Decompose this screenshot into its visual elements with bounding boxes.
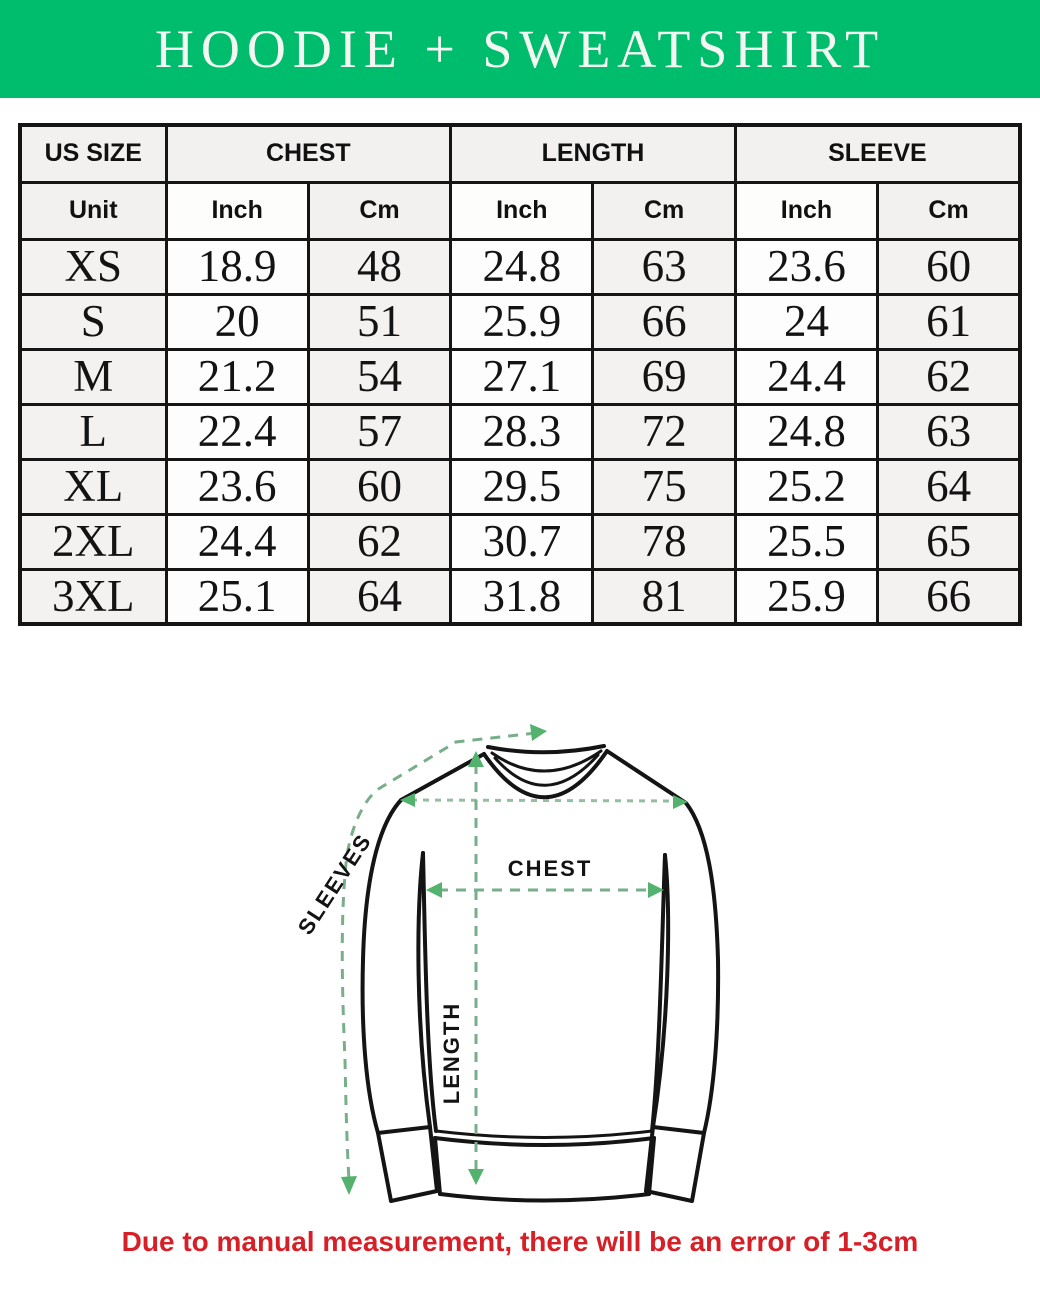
value-cell: 22.4 [166,404,308,459]
size-cell: 3XL [20,569,166,624]
length-label: LENGTH [439,1001,464,1105]
chest-label: CHEST [507,856,593,881]
sleeves-arrow-top [530,724,547,741]
value-cell: 29.5 [451,459,593,514]
value-cell: 23.6 [166,459,308,514]
measurement-error-note: Due to manual measurement, there will be an error of 1-3cm [121,1226,919,1257]
value-cell: 78 [593,514,735,569]
table-row-s [20,294,1020,349]
chest-measure-line [426,856,664,898]
value-cell: 25.5 [735,514,877,569]
length-cm-label: Cm [593,182,735,239]
value-cell: 72 [593,404,735,459]
value-cell: 61 [878,294,1020,349]
value-cell: 31.8 [451,569,593,624]
value-cell: 69 [593,349,735,404]
value-cell: 62 [878,349,1020,404]
sleeves-label: SLEEVES [292,828,377,940]
value-cell: 27.1 [451,349,593,404]
table-row-2xl [20,514,1020,569]
value-cell: 24 [735,294,877,349]
value-cell: 51 [308,294,450,349]
value-cell: 24.8 [451,239,593,294]
size-cell: XS [20,239,166,294]
value-cell: 65 [878,514,1020,569]
title-banner [0,0,1040,98]
value-cell: 24.4 [166,514,308,569]
table-row-l [20,404,1020,459]
value-cell: 18.9 [166,239,308,294]
value-cell: 81 [593,569,735,624]
size-chart-table [18,123,1022,626]
value-cell: 75 [593,459,735,514]
value-cell: 60 [878,239,1020,294]
chest-cm-label: Cm [308,182,450,239]
table-row-xl [20,459,1020,514]
table-row-xs [20,239,1020,294]
sleeve-cm-label: Cm [878,182,1020,239]
value-cell: 66 [593,294,735,349]
sweatshirt-outline [363,746,719,1201]
header-length: LENGTH [451,125,736,182]
size-cell: XL [20,459,166,514]
chest-inch-label: Inch [166,182,308,239]
value-cell: 60 [308,459,450,514]
value-cell: 63 [593,239,735,294]
unit-header-row [20,182,1020,239]
page-title: HOODIE + SWEATSHIRT [154,19,886,79]
size-cell: M [20,349,166,404]
value-cell: 64 [878,459,1020,514]
value-cell: 62 [308,514,450,569]
value-cell: 20 [166,294,308,349]
size-cell: L [20,404,166,459]
value-cell: 30.7 [451,514,593,569]
value-cell: 48 [308,239,450,294]
unit-label: Unit [20,182,166,239]
value-cell: 24.4 [735,349,877,404]
sweatshirt-diagram-svg [283,690,767,1215]
header-chest: CHEST [166,125,451,182]
value-cell: 23.6 [735,239,877,294]
size-cell: 2XL [20,514,166,569]
value-cell: 25.2 [735,459,877,514]
size-cell: S [20,294,166,349]
value-cell: 28.3 [451,404,593,459]
value-cell: 25.1 [166,569,308,624]
value-cell: 25.9 [451,294,593,349]
value-cell: 57 [308,404,450,459]
length-measure-line [439,751,484,1185]
header-sleeve: SLEEVE [735,125,1020,182]
length-inch-label: Inch [451,182,593,239]
header-us-size: US SIZE [20,125,166,182]
value-cell: 64 [308,569,450,624]
value-cell: 25.9 [735,569,877,624]
value-cell: 54 [308,349,450,404]
value-cell: 21.2 [166,349,308,404]
table-row-3xl [20,569,1020,624]
value-cell: 63 [878,404,1020,459]
table-row-m [20,349,1020,404]
value-cell: 24.8 [735,404,877,459]
value-cell: 66 [878,569,1020,624]
group-header-row [20,125,1020,182]
sweatshirt-measurement-diagram [283,690,767,1215]
sleeve-inch-label: Inch [735,182,877,239]
sleeves-arrow-bottom [341,1176,357,1195]
